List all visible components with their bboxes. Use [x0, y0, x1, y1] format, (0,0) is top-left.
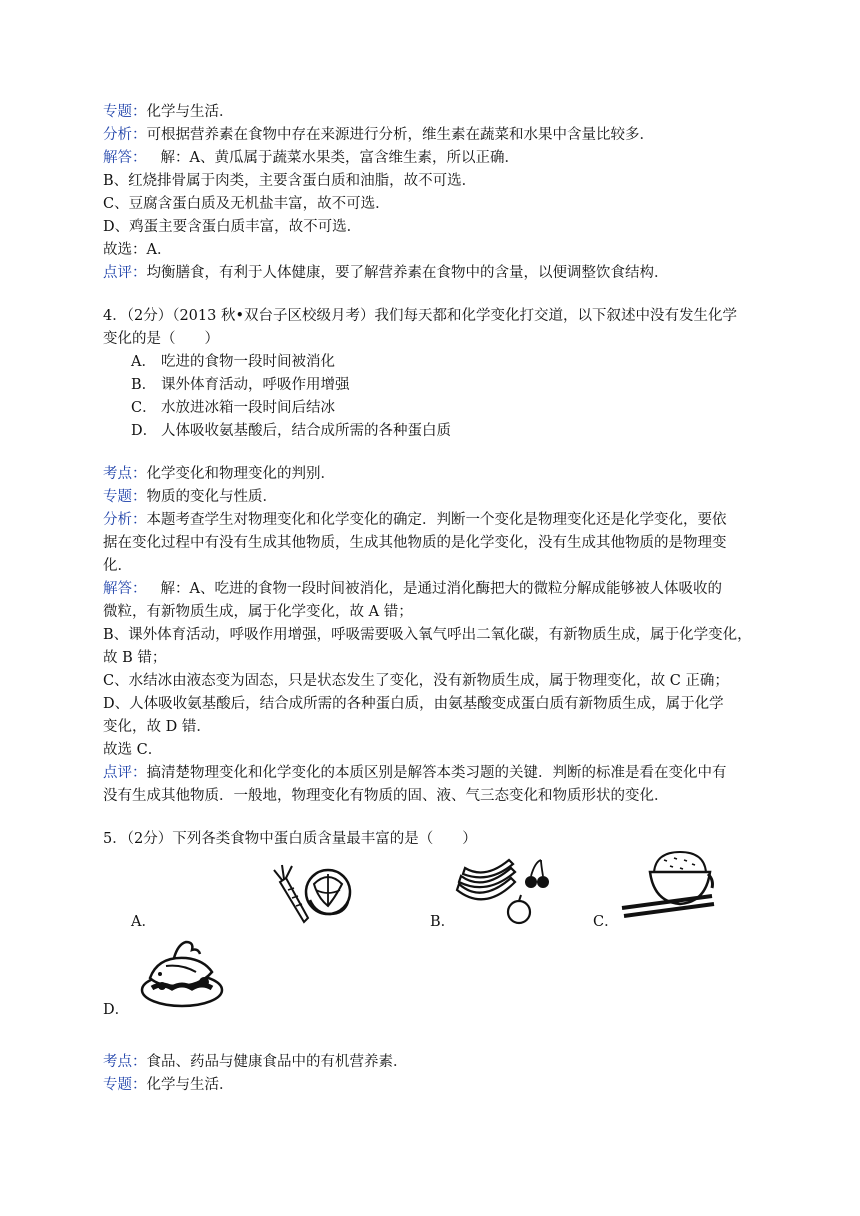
- topic-line: [103, 487, 277, 507]
- question-5-option-c-letter: C．: [593, 914, 619, 930]
- topic-text: 物质的变化与性质．: [146, 489, 277, 505]
- analysis-text: 本题考查学生对物理变化和化学变化的确定．判断一个变化是物理变化还是化学变化，要依: [146, 512, 727, 528]
- question-4-option-d: D． 人体吸收氨基酸后，结合成所需的各种蛋白质: [131, 423, 451, 439]
- answer-line-b2: 故 B 错；: [103, 650, 167, 666]
- answer-line-c: C、豆腐含蛋白质及无机盐丰富，故不可选．: [103, 196, 390, 212]
- answer-label: 解答：: [103, 150, 147, 166]
- topic-label: 专题：: [103, 104, 147, 120]
- analysis-line: [103, 125, 654, 145]
- question-5-stem: 5．（2分）下列各类食物中蛋白质含量最丰富的是（ ）: [103, 831, 477, 847]
- comment-line2: 没有生成其他物质．一般地，物理变化有物质的固、液、气三态变化和物质形状的变化．: [103, 788, 669, 804]
- answer-text: 解：A、黄瓜属于蔬菜水果类，富含维生素，所以正确．: [160, 150, 519, 166]
- answer-line-d1: D、人体吸收氨基酸后，结合成所需的各种蛋白质，由氨基酸变成蛋白质有新物质生成，属于化学: [103, 696, 724, 712]
- comment-label: 点评：: [103, 765, 147, 781]
- comment-label: 点评：: [103, 265, 147, 281]
- question-4-option-b: B． 课外体育活动，呼吸作用增强: [131, 377, 350, 393]
- answer-line-d2: 变化，故 D 错．: [103, 719, 211, 735]
- answer-line-c: C、水结冰由液态变为固态，只是状态发生了变化，没有新物质生成，属于物理变化，故 C 正确；: [103, 673, 729, 689]
- fruits-icon: [455, 856, 555, 928]
- topic-label: 专题：: [103, 489, 147, 505]
- question-4-stem-line1: 4．（2分）（2013 秋•双台子区校级月考）我们每天都和化学变化打交道，以下叙述中没有发生化学: [103, 308, 738, 324]
- exam-point-label: 考点：: [103, 1054, 147, 1070]
- topic-text: 化学与生活．: [146, 1077, 234, 1093]
- exam-point-line: [103, 464, 335, 484]
- exam-point-line: [103, 1052, 408, 1072]
- analysis-label: 分析：: [103, 127, 147, 143]
- topic-text: 化学与生活．: [146, 104, 234, 120]
- answer-line-d: D、鸡蛋主要含蛋白质丰富，故不可选．: [103, 219, 362, 235]
- answer-choice: 故选：A．: [103, 242, 172, 258]
- topic-label: 专题：: [103, 1077, 147, 1093]
- answer-line2: 微粒，有新物质生成，属于化学变化，故 A 错；: [103, 604, 413, 620]
- topic-line: [103, 1075, 234, 1095]
- question-5-option-a-letter: A．: [131, 914, 156, 930]
- analysis-text: 可根据营养素在食物中存在来源进行分析，维生素在蔬菜和水果中含量比较多．: [146, 127, 654, 143]
- analysis-label: 分析：: [103, 512, 147, 528]
- comment-line: [103, 263, 669, 283]
- answer-line: [103, 579, 722, 599]
- comment-line: [103, 763, 727, 783]
- topic-line: [103, 102, 234, 122]
- comment-text: 搞清楚物理变化和化学变化的本质区别是解答本类习题的关键．判断的标准是看在变化中有: [146, 765, 727, 781]
- analysis-line2: 据在变化过程中有没有生成其他物质，生成其他物质的是化学变化，没有生成其他物质的是物理变: [103, 535, 727, 551]
- vegetables-icon: [266, 860, 358, 928]
- question-4-option-a: A． 吃进的食物一段时间被消化: [131, 354, 335, 370]
- answer-choice: 故选 C．: [103, 742, 163, 758]
- fish-dish-icon: [138, 938, 228, 1012]
- answer-line-b1: B、课外体育活动，呼吸作用增强，呼吸需要吸入氧气呼出二氧化碳，有新物质生成，属于化学变化，: [103, 627, 752, 643]
- question-5-option-d-letter: D．: [103, 1002, 130, 1018]
- analysis-line3: 化．: [103, 558, 132, 574]
- answer-text: 解：A、吃进的食物一段时间被消化，是通过消化酶把大的微粒分解成能够被人体吸收的: [160, 581, 722, 597]
- exam-point-text: 化学变化和物理变化的判别．: [146, 466, 335, 482]
- answer-label: 解答：: [103, 581, 147, 597]
- exam-point-label: 考点：: [103, 466, 147, 482]
- analysis-line: [103, 510, 727, 530]
- rice-bowl-icon: [620, 850, 716, 922]
- answer-line: [103, 148, 519, 168]
- question-4-stem-line2: 变化的是（ ）: [103, 331, 219, 347]
- question-4-option-c: C． 水放进冰箱一段时间后结冰: [131, 400, 335, 416]
- answer-line-b: B、红烧排骨属于肉类，主要含蛋白质和油脂，故不可选．: [103, 173, 477, 189]
- question-5-option-b-letter: B．: [430, 914, 456, 930]
- exam-point-text: 食品、药品与健康食品中的有机营养素．: [146, 1054, 408, 1070]
- comment-text: 均衡膳食，有利于人体健康，要了解营养素在食物中的含量，以便调整饮食结构．: [146, 265, 669, 281]
